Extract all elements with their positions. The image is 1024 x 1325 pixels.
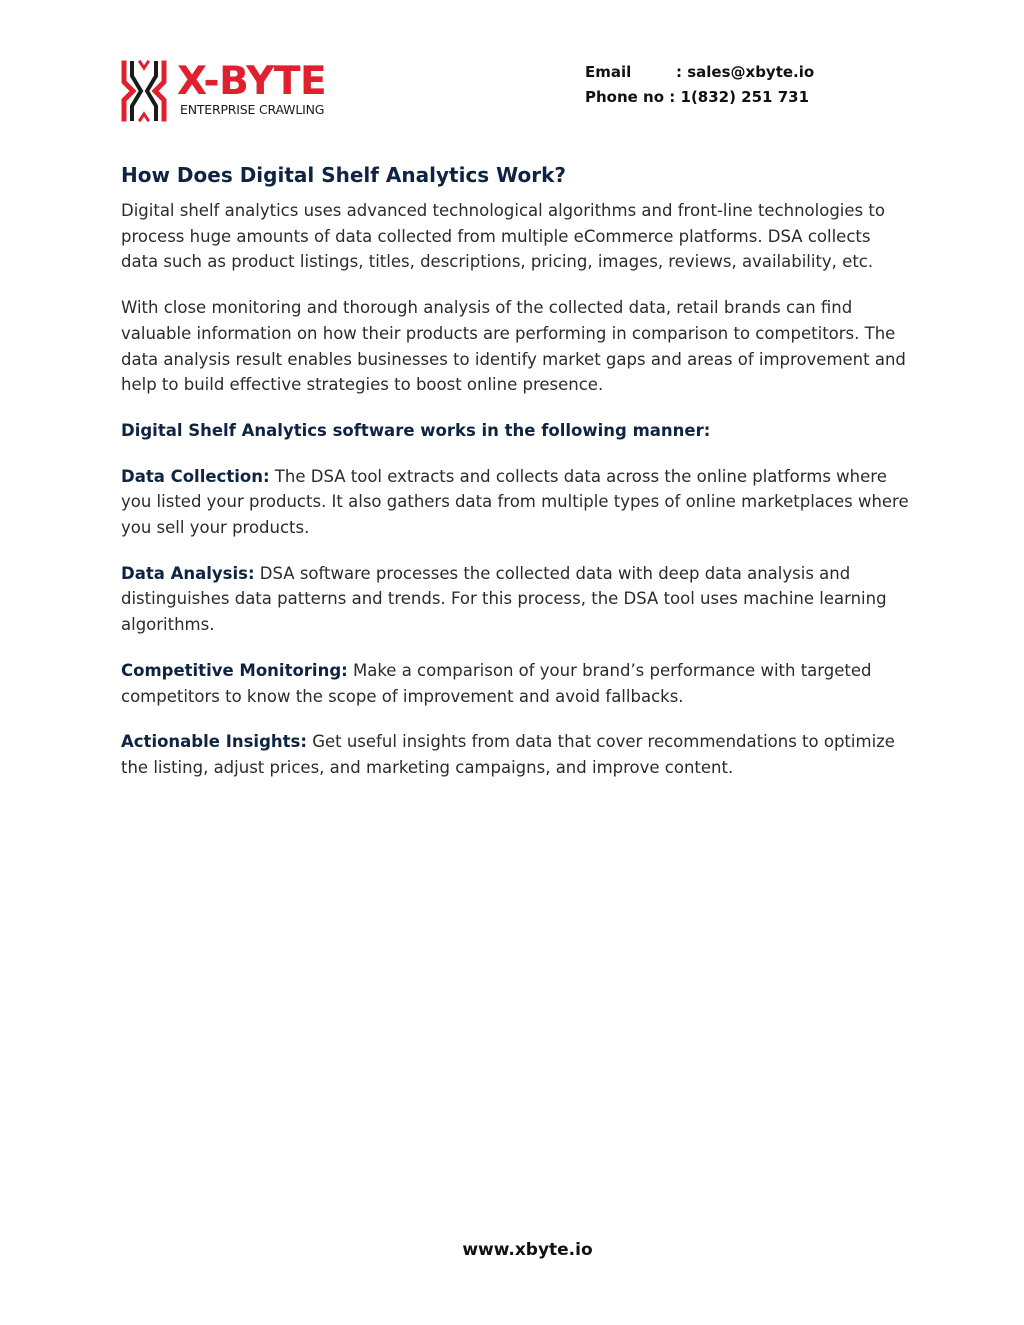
item-actionable-insights xyxy=(121,729,911,780)
item-lead: Data Collection: xyxy=(121,466,270,486)
item-data-analysis xyxy=(121,561,911,638)
page-header xyxy=(0,0,1024,140)
xbyte-logo-mark-icon xyxy=(121,60,167,122)
process-subheading: Digital Shelf Analytics software works in the following manner: xyxy=(121,420,711,440)
logo-tagline: ENTERPRISE CRAWLING xyxy=(180,102,325,117)
email-row xyxy=(585,60,814,85)
footer-website-link[interactable]: www.xbyte.io xyxy=(462,1240,593,1260)
intro-paragraph: Digital shelf analytics uses advanced technological algorithms and front-line technologies to process huge amounts of data collected from multiple eCommerce platforms. DSA collects data such as product listings, titles, descriptions, pricing, images, reviews, availability, etc. xyxy=(121,201,885,272)
xbyte-logo xyxy=(121,60,361,124)
item-text: The DSA tool extracts and collects data across the online platforms where you listed your products. It also gathers data from multiple types of online marketplaces where you sell your products. xyxy=(121,466,909,538)
phone-number: : 1(832) 251 731 xyxy=(669,88,810,106)
email-value[interactable]: : sales@xbyte.io xyxy=(676,63,815,81)
item-lead: Actionable Insights: xyxy=(121,732,307,752)
monitoring-paragraph: With close monitoring and thorough analysis of the collected data, retail brands can find valuable information on how their products are performing in comparison to competitors. The data analysis result enables businesses to identify market gaps and areas of improvement and help to build effective strategies to boost online presence. xyxy=(121,298,906,395)
item-text: DSA software processes the collected data with deep data analysis and distinguishes data patterns and trends. For this process, the DSA tool uses machine learning algorithms. xyxy=(121,563,887,635)
phone-row xyxy=(585,85,814,110)
logo-wordmark: X-BYTE xyxy=(177,59,327,104)
item-text: Make a comparison of your brand’s performance with targeted competitors to know the scope of improvement and avoid fallbacks. xyxy=(121,660,872,706)
phone-value[interactable] xyxy=(664,85,809,110)
item-data-collection xyxy=(121,464,911,541)
phone-label: Phone no xyxy=(585,88,665,106)
email-label: Email xyxy=(585,63,632,81)
item-competitive-monitoring xyxy=(121,658,911,709)
article-body xyxy=(121,162,911,801)
item-text: Get useful insights from data that cover recommendations to optimize the listing, adjust prices, and marketing campaigns, and improve content. xyxy=(121,732,895,777)
contact-info xyxy=(585,60,814,110)
article-title: How Does Digital Shelf Analytics Work? xyxy=(121,163,567,187)
item-lead: Data Analysis: xyxy=(121,563,255,583)
item-lead: Competitive Monitoring: xyxy=(121,660,348,680)
